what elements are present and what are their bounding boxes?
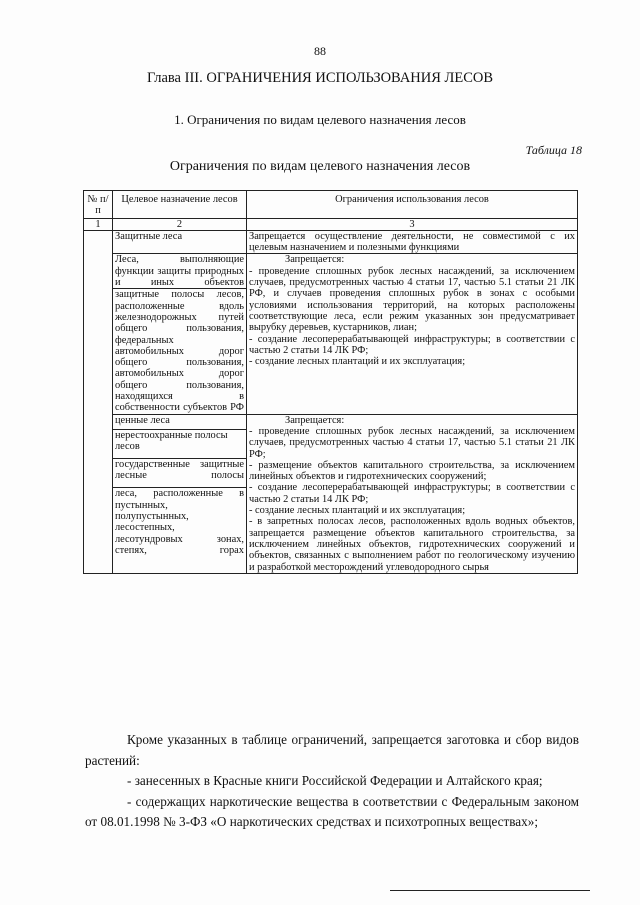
body-list-item: - занесенных в Красные книги Российской Федерации и Алтайского края; <box>127 773 543 788</box>
col-number-1: 1 <box>84 218 113 230</box>
header-purpose: Целевое назначение лесов <box>113 191 247 219</box>
body-list-item: - содержащих наркотические вещества в соответствии с Федеральным законом от 08.01.1998 № 3-ФЗ «О наркотических средствах и психотропных веществах»; <box>85 793 579 829</box>
table-row <box>84 414 578 429</box>
col-number-3: 3 <box>247 218 578 230</box>
purpose-cell: Защитные леса <box>113 230 247 254</box>
row-number-cell <box>84 230 113 573</box>
col-number-2: 2 <box>113 218 247 230</box>
table-header-row <box>84 191 578 219</box>
table-label: Таблица 18 <box>525 143 582 157</box>
purpose-cell: нерестоохранные полосы лесов <box>113 429 247 458</box>
table-row <box>84 254 578 289</box>
restriction-heading: Запрещается: <box>285 254 345 266</box>
restriction-text: - проведение сплошных рубок лесных насаждений, за исключением случаев, предусмотренных частью 4 статьи 17, частью 5.1 статьи 21 ЛК РФ, и случаев проведения сплошных рубок в зонах с особыми условиями использования территорий, на которых расположены соответствующие леса, если режим указанных зон предусматривает вырубку деревьев, кустарников, лиан; - создание лесоперерабатывающей инфраструктуры; в соответствии с частью 2 статьи 14 ЛК РФ; - создание лесных плантаций и их эксплуатация; <box>249 265 575 368</box>
restriction-cell <box>247 414 578 573</box>
restriction-heading: Запрещается: <box>285 414 345 426</box>
table-row <box>84 230 578 254</box>
restriction-cell: Запрещается осуществление деятельности, не совместимой с их целевым назначением и полезными функциями <box>247 230 578 254</box>
footer-rule <box>390 890 590 891</box>
purpose-cell: Леса, выполняющие функции защиты природных и иных объектов <box>113 254 247 289</box>
page-number: 88 <box>314 44 326 58</box>
purpose-cell: леса, расположенные в пустынных, полупустынных, лесостепных, лесотундровых зонах, степях, горах <box>113 488 247 573</box>
purpose-cell: ценные леса <box>113 414 247 429</box>
restriction-cell <box>247 254 578 414</box>
purpose-cell: защитные полосы лесов, расположенные вдоль железнодорожных путей общего пользования, федеральных автомобильных дорог общего пользования, автомобильных дорог общего пользования, находящихся в собственности субъектов РФ <box>113 289 247 414</box>
header-number: № п/п <box>84 191 113 219</box>
header-restrictions: Ограничения использования лесов <box>247 191 578 219</box>
column-numbers-row <box>84 218 578 230</box>
purpose-cell: государственные защитные лесные полосы <box>113 459 247 488</box>
body-intro: Кроме указанных в таблице ограничений, запрещается заготовка и сбор видов растений: <box>85 732 579 768</box>
body-text <box>85 730 579 833</box>
table-title: Ограничения по видам целевого назначения лесов <box>169 159 471 174</box>
chapter-title: Глава III. ОГРАНИЧЕНИЯ ИСПОЛЬЗОВАНИЯ ЛЕСОВ <box>146 70 494 86</box>
section-title: 1. Ограничения по видам целевого назначения лесов <box>174 112 466 127</box>
restriction-text: - проведение сплошных рубок лесных насаждений, за исключением случаев, предусмотренных частью 4 статьи 17, частью 5.1 статьи 21 ЛК РФ; - размещение объектов капитального строительства, за исключением линейных объектов и гидротехнических сооружений; - создание лесоперерабатывающей инфраструктуры; в соответствии с частью 2 статьи 14 ЛК РФ; - создание лесных плантаций и их эксплуатация; - в запретных полосах лесов, расположенных вдоль водных объектов, запрещается размещение объектов капитального строительства, за исключением линейных объектов, гидротехнических сооружений и объектов, связанных с выполнением работ по геологическому изучению и разработкой месторождений углеводородного сырья <box>249 425 575 573</box>
restrictions-table <box>83 190 578 574</box>
